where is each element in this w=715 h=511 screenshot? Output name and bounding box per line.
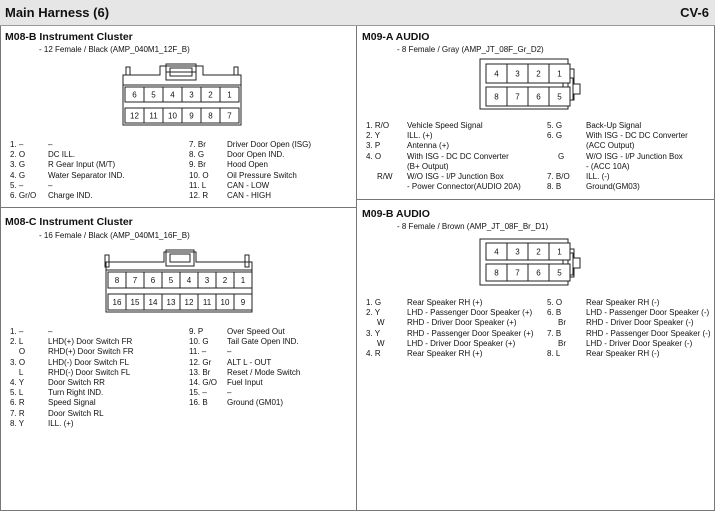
m08b-subtitle: - 12 Female / Black (AMP_040M1_12F_B): [39, 45, 190, 54]
m08c-pin-number: 12: [184, 298, 194, 307]
m09a-pin-2: 2. Y ILL. (+): [366, 131, 433, 141]
m08c-title: M08-C Instrument Cluster: [5, 216, 133, 228]
m09b-pin-4: 4. R Rear Speaker RH (+): [366, 349, 483, 359]
m08c-pin-6: 6. R Speed Signal: [10, 398, 96, 408]
m09b-pin-number: 8: [494, 268, 499, 278]
m09b-pin-number: 2: [536, 247, 541, 257]
m08c-pin-16: 16. B Ground (GM01): [189, 398, 284, 408]
m08c-pin-number: 10: [220, 298, 230, 307]
m09b-pin-number: 4: [494, 247, 499, 257]
m08c-pin-2: 2. L LHD(+) Door Switch FR: [10, 337, 133, 347]
m08c-pin-10: 10. G Tail Gate Open IND.: [189, 337, 299, 347]
m08c-pin-12: 12. Gr ALT L - OUT: [189, 357, 272, 367]
m08b-pin-list-left: [10, 140, 125, 201]
m08c-pin-number: 1: [240, 276, 246, 285]
m09b-pin-7: 7. B RHD - Passenger Door Speaker (-): [547, 328, 711, 338]
m09b-pin-5: 5. O Rear Speaker RH (-): [547, 298, 660, 307]
m08b-pin-1: 1. – –: [10, 140, 53, 149]
m08b-pin-number: 4: [170, 90, 175, 100]
m08b-pin-6: 6. Gr/O Charge IND.: [10, 191, 93, 201]
m09b-pin-3-alt: W LHD - Driver Door Speaker (+): [377, 338, 516, 348]
m08b-pin-number: 9: [189, 111, 194, 121]
m09a-pin-8: 8. B Ground(GM03): [547, 182, 640, 192]
m09a-pin-number: 2: [536, 69, 541, 79]
m08c-pin-number: 9: [240, 298, 246, 307]
m08b-pin-10: 10. O Oil Pressure Switch: [189, 170, 297, 180]
m08c-pin-1: 1. – –: [10, 327, 53, 336]
page-number: CV-6: [680, 5, 709, 20]
m09a-pin-number: 4: [494, 69, 499, 79]
m09a-title: M09-A AUDIO: [362, 31, 430, 43]
m09a-pin-6-alt-cont: - (ACC 10A): [586, 161, 630, 171]
m08b-pin-number: 6: [132, 90, 137, 100]
m08b-pin-number: 11: [149, 111, 158, 121]
m08b-pin-2: 2. O DC ILL.: [10, 150, 76, 160]
m08b-pin-8: 8. G Door Open IND.: [189, 150, 285, 160]
m08b-pin-3: 3. G R Gear Input (M/T): [10, 160, 116, 170]
m08c-pin-13: 13. Br Reset / Mode Switch: [189, 367, 301, 377]
m08b-pin-list-right: [189, 140, 311, 201]
m09b-subtitle: - 8 Female / Brown (AMP_JT_08F_Br_D1): [397, 222, 549, 231]
m09b-pin-list-left: [366, 298, 534, 359]
m08b-pin-7: 7. Br Driver Door Open (ISG): [189, 140, 312, 149]
m08b-pin-11: 11. L CAN - LOW: [189, 180, 270, 190]
m08b-pin-number: 5: [151, 90, 156, 100]
m08b-pin-number: 10: [168, 111, 177, 121]
m09a-pin-6-cont: (ACC Output): [586, 141, 635, 151]
m08b-pin-number: 8: [208, 111, 213, 121]
m08c-pin-number: 7: [132, 276, 138, 285]
m08b-pin-number: 3: [189, 90, 194, 100]
m08c-pin-8: 8. Y ILL. (+): [10, 418, 74, 428]
m09a-pin-number: 3: [515, 69, 520, 79]
m09a-pin-6-alt: G W/O ISG - I/P Junction Box: [558, 151, 683, 161]
m09b-pin-7-alt: Br LHD - Driver Door Speaker (-): [558, 338, 693, 348]
m08c-pin-list-left: [10, 327, 134, 429]
m08c-pin-3-alt: L RHD(-) Door Switch FL: [10, 367, 131, 377]
m09a-subtitle: - 8 Female / Gray (AMP_JT_08F_Gr_D2): [397, 45, 544, 54]
m08c-pin-2-alt: O RHD(+) Door Switch FR: [10, 347, 134, 357]
m08c-pin-11: 11. – –: [189, 347, 232, 357]
m08b-title: M08-B Instrument Cluster: [5, 31, 133, 43]
m08c-pin-number: 6: [150, 276, 156, 285]
m09a-pin-1: 1. R/O Vehicle Speed Signal: [366, 121, 483, 130]
m09b-pin-6: 6. B LHD - Passenger Door Speaker (-): [547, 308, 710, 318]
m08b-pin-number: 12: [130, 111, 139, 121]
m08c-pin-number: 5: [168, 276, 174, 285]
m08c-pin-number: 16: [112, 298, 122, 307]
m08c-pin-number: 3: [204, 276, 210, 285]
m08c-subtitle: - 16 Female / Black (AMP_040M1_16F_B): [39, 231, 190, 240]
m08b-pin-5: 5. – –: [10, 180, 53, 190]
m09b-title: M09-B AUDIO: [362, 208, 430, 220]
m09b-pin-2: 2. Y LHD - Passenger Door Speaker (+): [366, 308, 533, 318]
m08c-pin-number: 2: [222, 276, 228, 285]
m08b-pin-9: 9. Br Hood Open: [189, 160, 268, 170]
m08c-pin-number: 13: [166, 298, 176, 307]
m09a-pin-5: 5. G Back-Up Signal: [547, 121, 642, 130]
m09b-pin-number: 3: [515, 247, 520, 257]
m09b-pin-3: 3. Y RHD - Passenger Door Speaker (+): [366, 328, 534, 338]
m09a-pin-6: 6. G With ISG - DC DC Converter: [547, 131, 688, 141]
m08c-pin-number: 15: [130, 298, 140, 307]
m09b-pin-number: 7: [515, 268, 520, 278]
m08b-pin-number: 7: [227, 111, 232, 121]
m08b-pin-4: 4. G Water Separator IND.: [10, 170, 125, 180]
m09a-pin-list-left: [366, 121, 521, 192]
m08b-pin-12: 12. R CAN - HIGH: [189, 191, 271, 201]
m08c-pin-9: 9. P Over Speed Out: [189, 327, 285, 336]
m08c-pin-number: 14: [148, 298, 158, 307]
m09a-pin-4-cont: (B+ Output): [407, 161, 449, 171]
m09a-pin-number: 7: [515, 92, 520, 102]
m09b-pin-6-alt: Br RHD - Driver Door Speaker (-): [558, 318, 694, 328]
m09a-pin-7: 7. B/O ILL. (-): [547, 172, 610, 182]
m08c-pin-number: 11: [202, 298, 212, 307]
m08c-pin-7: 7. R Door Switch RL: [10, 408, 104, 418]
m09b-pin-2-alt: W RHD - Driver Door Speaker (+): [377, 318, 517, 328]
m09a-pin-4-alt: R/W W/O ISG - I/P Junction Box: [377, 172, 504, 182]
page-title: Main Harness (6): [5, 5, 110, 20]
m08c-pin-list-right: [189, 327, 300, 409]
m09b-pin-number: 5: [557, 268, 562, 278]
m08c-pin-number: 4: [186, 276, 192, 285]
m09a-pin-4: 4. O With ISG - DC DC Converter: [366, 151, 509, 161]
m08c-pin-3: 3. O LHD(-) Door Switch FL: [10, 357, 129, 367]
m09b-pin-number: 6: [536, 268, 541, 278]
m08c-pin-number: 8: [114, 276, 120, 285]
m09b-pin-8: 8. L Rear Speaker RH (-): [547, 349, 660, 359]
m09a-pin-number: 6: [536, 92, 541, 102]
m08c-pin-4: 4. Y Door Switch RR: [10, 378, 105, 388]
m09a-pin-number: 8: [494, 92, 499, 102]
m09b-pin-1: 1. G Rear Speaker RH (+): [366, 298, 483, 307]
m09b-pin-number: 1: [557, 247, 562, 257]
m08b-pin-number: 2: [208, 90, 213, 100]
m09a-pin-3: 3. P Antenna (+): [366, 141, 450, 151]
m08c-pin-14: 14. G/O Fuel Input: [189, 378, 263, 388]
m09b-pin-list-right: [547, 298, 710, 359]
m08b-pin-number: 1: [227, 90, 232, 100]
m09a-pin-number: 5: [557, 92, 562, 102]
m08c-pin-15: 15. – –: [189, 388, 232, 398]
m09a-pin-4-alt-cont: - Power Connector(AUDIO 20A): [407, 182, 521, 192]
m08c-pin-5: 5. L Turn Right IND.: [10, 388, 104, 398]
m09a-pin-list-right: [547, 121, 688, 192]
m09a-pin-number: 1: [557, 69, 562, 79]
